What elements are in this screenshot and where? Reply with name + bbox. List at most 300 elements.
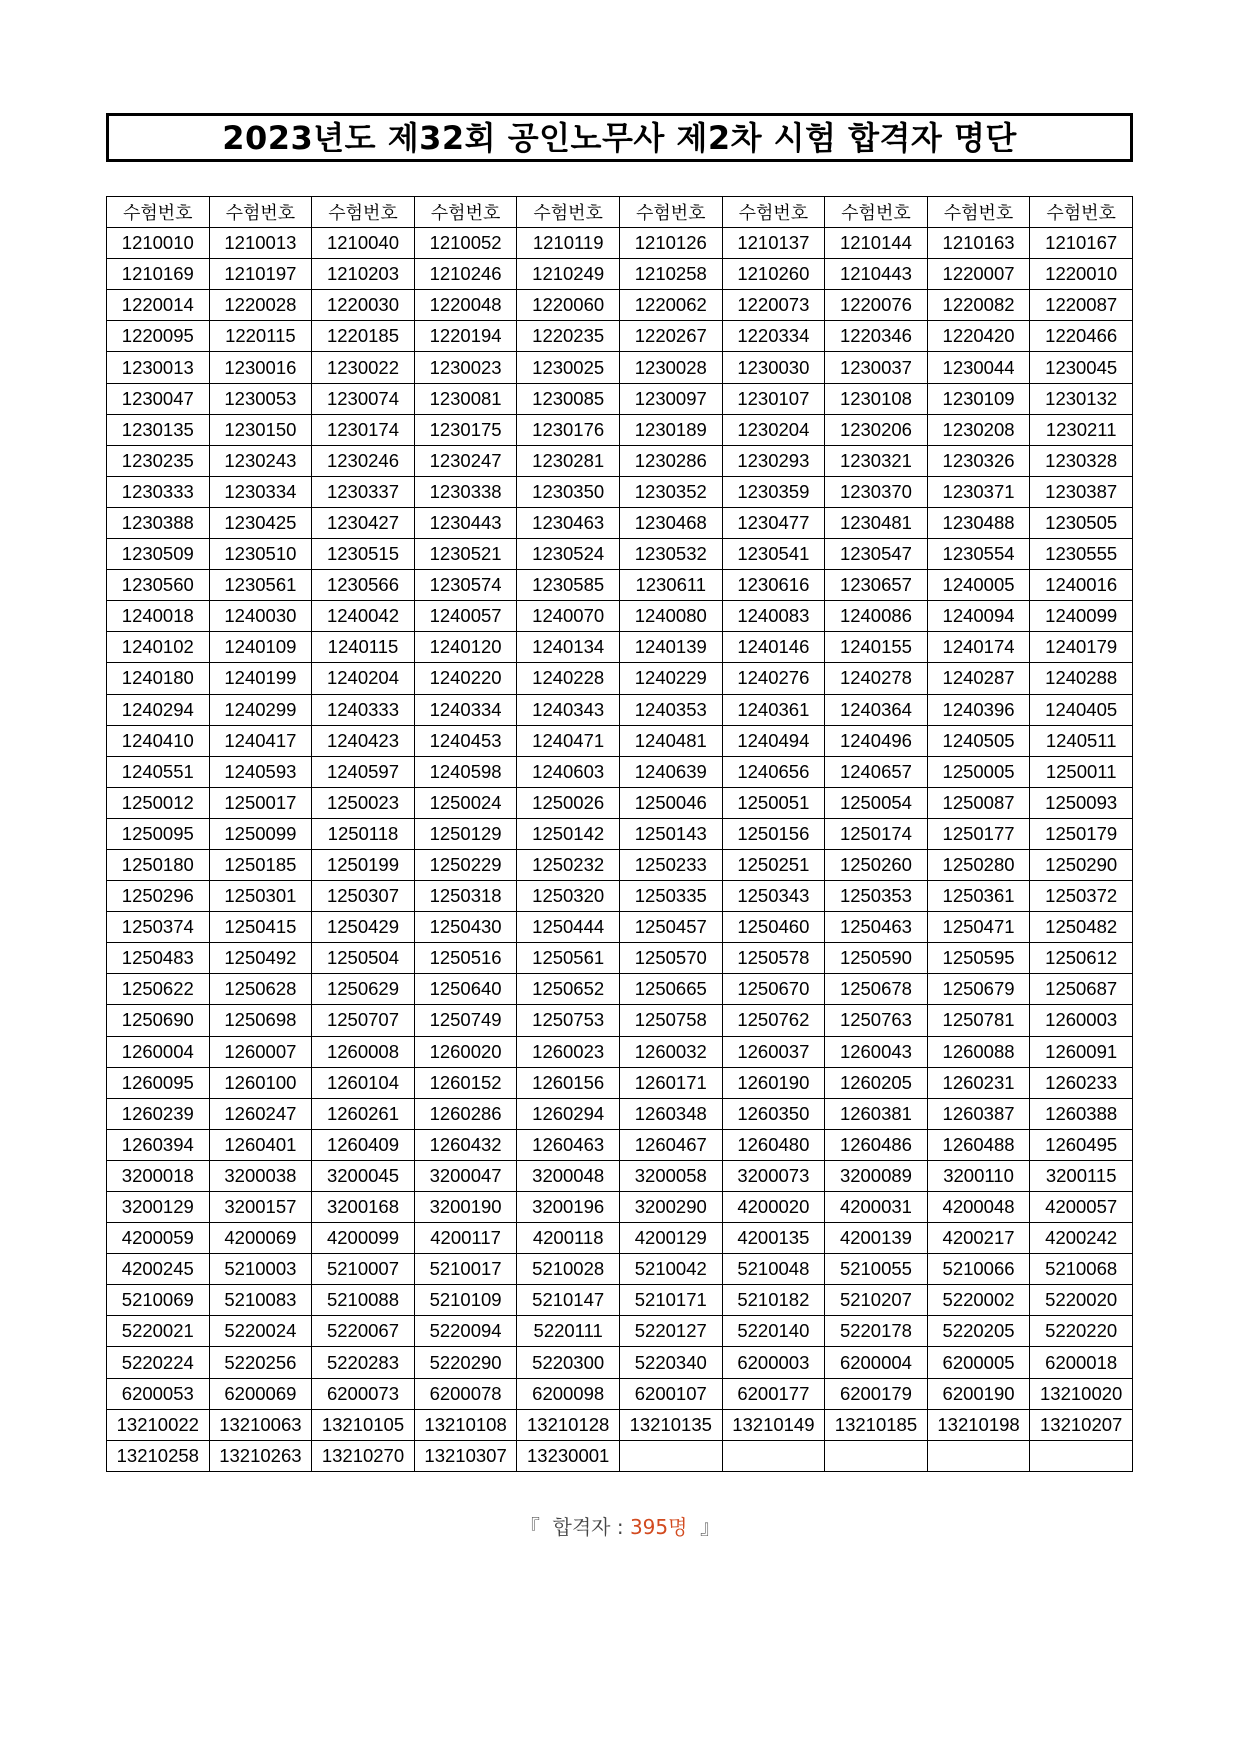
table-row xyxy=(107,1067,1133,1098)
exam-number-cell: 1230013 xyxy=(107,352,210,383)
table-row xyxy=(107,694,1133,725)
exam-number-cell: 1250781 xyxy=(927,1005,1030,1036)
exam-number-cell: 5210171 xyxy=(619,1285,722,1316)
exam-number-cell: 1230477 xyxy=(722,507,825,538)
exam-number-cell: 1240333 xyxy=(312,694,415,725)
exam-number-cell: 1220466 xyxy=(1030,321,1133,352)
exam-number-cell: 1230541 xyxy=(722,539,825,570)
exam-number-cell: 3200058 xyxy=(619,1160,722,1191)
open-bracket: 『 xyxy=(519,1515,540,1539)
exam-number-cell: 6200004 xyxy=(825,1347,928,1378)
exam-number-cell: 3200190 xyxy=(414,1192,517,1223)
exam-number-cell: 1240511 xyxy=(1030,725,1133,756)
exam-number-cell: 13210063 xyxy=(209,1409,312,1440)
exam-number-cell: 3200157 xyxy=(209,1192,312,1223)
exam-number-cell: 1240278 xyxy=(825,663,928,694)
exam-number-cell: 1250280 xyxy=(927,849,1030,880)
exam-number-cell: 3200089 xyxy=(825,1160,928,1191)
exam-number-cell: 1260350 xyxy=(722,1098,825,1129)
table-row xyxy=(107,663,1133,694)
table-row xyxy=(107,228,1133,259)
exam-number-cell: 1240299 xyxy=(209,694,312,725)
exam-number-cell: 1230468 xyxy=(619,507,722,538)
exam-number-cell: 1240417 xyxy=(209,725,312,756)
exam-number-cell: 1250177 xyxy=(927,818,1030,849)
exam-number-cell: 1250054 xyxy=(825,787,928,818)
exam-number-cell: 1240042 xyxy=(312,601,415,632)
close-bracket: 』 xyxy=(700,1515,721,1539)
exam-number-cell: 1240005 xyxy=(927,570,1030,601)
exam-number-cell: 1220115 xyxy=(209,321,312,352)
exam-number-cell: 1230350 xyxy=(517,476,620,507)
exam-number-cell: 1260294 xyxy=(517,1098,620,1129)
exam-number-cell: 1250471 xyxy=(927,912,1030,943)
exam-number-cell: 1240423 xyxy=(312,725,415,756)
exam-number-cell: 1260007 xyxy=(209,1036,312,1067)
exam-number-cell: 1250024 xyxy=(414,787,517,818)
exam-number-cell: 1240361 xyxy=(722,694,825,725)
exam-number-cell: 1240496 xyxy=(825,725,928,756)
column-header: 수험번호 xyxy=(927,197,1030,228)
exam-number-cell: 1230246 xyxy=(312,445,415,476)
exam-number-cell: 5220024 xyxy=(209,1316,312,1347)
exam-number-cell: 1250758 xyxy=(619,1005,722,1036)
exam-number-cell: 1250142 xyxy=(517,818,620,849)
table-header-row xyxy=(107,197,1133,228)
exam-number-cell: 1240204 xyxy=(312,663,415,694)
exam-number-cell: 4200031 xyxy=(825,1192,928,1223)
exam-number-cell: 5210083 xyxy=(209,1285,312,1316)
exam-number-cell: 5210028 xyxy=(517,1254,620,1285)
exam-number-cell: 1260205 xyxy=(825,1067,928,1098)
exam-number-cell: 1250457 xyxy=(619,912,722,943)
exam-number-cell: 1260043 xyxy=(825,1036,928,1067)
exam-number-cell: 1210258 xyxy=(619,259,722,290)
column-header: 수험번호 xyxy=(209,197,312,228)
exam-number-cell: 6200053 xyxy=(107,1378,210,1409)
exam-number-cell: 1230109 xyxy=(927,383,1030,414)
column-header: 수험번호 xyxy=(722,197,825,228)
exam-number-cell: 1250335 xyxy=(619,881,722,912)
exam-number-cell: 1260401 xyxy=(209,1129,312,1160)
table-row xyxy=(107,787,1133,818)
exam-number-cell: 1230135 xyxy=(107,414,210,445)
exam-number-cell: 1240494 xyxy=(722,725,825,756)
exam-number-cell: 13210198 xyxy=(927,1409,1030,1440)
table-row xyxy=(107,818,1133,849)
exam-number-cell: 1260409 xyxy=(312,1129,415,1160)
exam-number-cell: 1210203 xyxy=(312,259,415,290)
exam-number-cell: 1230176 xyxy=(517,414,620,445)
exam-number-cell: 13210149 xyxy=(722,1409,825,1440)
table-row xyxy=(107,383,1133,414)
exam-number-cell: 6200069 xyxy=(209,1378,312,1409)
exam-number-cell: 1240179 xyxy=(1030,632,1133,663)
exam-number-cell: 1250229 xyxy=(414,849,517,880)
exam-number-cell: 1250652 xyxy=(517,974,620,1005)
table-row xyxy=(107,1285,1133,1316)
table-row xyxy=(107,1036,1133,1067)
exam-number-cell: 6200177 xyxy=(722,1378,825,1409)
exam-number-cell: 5220127 xyxy=(619,1316,722,1347)
exam-number-cell: 1250118 xyxy=(312,818,415,849)
table-row xyxy=(107,881,1133,912)
exam-number-cell: 1250763 xyxy=(825,1005,928,1036)
exam-number-cell: 13210135 xyxy=(619,1409,722,1440)
exam-number-cell: 3200047 xyxy=(414,1160,517,1191)
exam-number-cell: 1250095 xyxy=(107,818,210,849)
exam-number-cell: 1220082 xyxy=(927,290,1030,321)
exam-number-cell: 1260037 xyxy=(722,1036,825,1067)
exam-number-cell: 1230175 xyxy=(414,414,517,445)
exam-number-cell: 1230561 xyxy=(209,570,312,601)
exam-number-cell: 1240276 xyxy=(722,663,825,694)
exam-number-cell: 1240505 xyxy=(927,725,1030,756)
exam-number-cell: 4200099 xyxy=(312,1223,415,1254)
column-header: 수험번호 xyxy=(825,197,928,228)
exam-number-cell: 1250698 xyxy=(209,1005,312,1036)
exam-number-cell: 5220094 xyxy=(414,1316,517,1347)
exam-number-cell: 1230037 xyxy=(825,352,928,383)
exam-number-cell: 1250343 xyxy=(722,881,825,912)
page-title: 2023년도 제32회 공인노무사 제2차 시험 합격자 명단 xyxy=(222,118,1017,157)
table-row xyxy=(107,756,1133,787)
exam-number-cell: 1240294 xyxy=(107,694,210,725)
exam-number-cell: 4200057 xyxy=(1030,1192,1133,1223)
exam-number-cell: 1260495 xyxy=(1030,1129,1133,1160)
exam-number-cell: 1250492 xyxy=(209,943,312,974)
exam-number-cell: 1260488 xyxy=(927,1129,1030,1160)
exam-number-cell: 5210042 xyxy=(619,1254,722,1285)
table-row xyxy=(107,290,1133,321)
exam-number-cell: 1220267 xyxy=(619,321,722,352)
exam-number-cell: 1240481 xyxy=(619,725,722,756)
exam-number-cell: 1260381 xyxy=(825,1098,928,1129)
exam-number-cell: 1210137 xyxy=(722,228,825,259)
exam-number-cell: 1230510 xyxy=(209,539,312,570)
exam-number-cell: 5220300 xyxy=(517,1347,620,1378)
exam-number-cell: 1230047 xyxy=(107,383,210,414)
exam-number-cell: 1230235 xyxy=(107,445,210,476)
table-row xyxy=(107,1409,1133,1440)
exam-number-cell: 3200129 xyxy=(107,1192,210,1223)
exam-number-cell: 1250296 xyxy=(107,881,210,912)
exam-number-cell: 1230085 xyxy=(517,383,620,414)
exam-number-cell: 1230574 xyxy=(414,570,517,601)
exam-number-cell: 1250429 xyxy=(312,912,415,943)
exam-number-cell: 5220111 xyxy=(517,1316,620,1347)
exam-number-cell: 1240070 xyxy=(517,601,620,632)
exam-number-cell: 1260190 xyxy=(722,1067,825,1098)
exam-number-cell: 5220178 xyxy=(825,1316,928,1347)
table-row xyxy=(107,414,1133,445)
exam-number-cell: 5210048 xyxy=(722,1254,825,1285)
table-row xyxy=(107,1098,1133,1129)
column-header: 수험번호 xyxy=(517,197,620,228)
exam-number-cell: 1250023 xyxy=(312,787,415,818)
exam-number-cell: 1250460 xyxy=(722,912,825,943)
exam-number-cell: 1240086 xyxy=(825,601,928,632)
exam-number-cell: 1210010 xyxy=(107,228,210,259)
exam-number-cell: 5220021 xyxy=(107,1316,210,1347)
exam-number-cell: 1210249 xyxy=(517,259,620,290)
exam-number-cell: 1240453 xyxy=(414,725,517,756)
exam-number-cell: 1230338 xyxy=(414,476,517,507)
exam-number-cell: 1260247 xyxy=(209,1098,312,1129)
table-row xyxy=(107,352,1133,383)
exam-number-cell xyxy=(927,1440,1030,1471)
exam-number-cell: 1230206 xyxy=(825,414,928,445)
exam-number-cell: 1260104 xyxy=(312,1067,415,1098)
exam-number-cell: 1230387 xyxy=(1030,476,1133,507)
exam-number-cell: 5210066 xyxy=(927,1254,1030,1285)
exam-number-cell: 5220256 xyxy=(209,1347,312,1378)
exam-number-cell: 1220346 xyxy=(825,321,928,352)
exam-number-cell: 1230463 xyxy=(517,507,620,538)
exam-number-cell: 13210307 xyxy=(414,1440,517,1471)
exam-number-cell: 1260008 xyxy=(312,1036,415,1067)
exam-number-cell: 5220340 xyxy=(619,1347,722,1378)
exam-number-cell xyxy=(825,1440,928,1471)
exam-number-cell: 1210013 xyxy=(209,228,312,259)
exam-number-cell: 1260100 xyxy=(209,1067,312,1098)
exam-number-cell: 1240334 xyxy=(414,694,517,725)
exam-number-cell: 1230150 xyxy=(209,414,312,445)
exam-number-cell: 1250087 xyxy=(927,787,1030,818)
exam-number-cell: 1240287 xyxy=(927,663,1030,694)
exam-number-cell: 1230293 xyxy=(722,445,825,476)
exam-number-cell: 1230108 xyxy=(825,383,928,414)
exam-number-cell: 1230616 xyxy=(722,570,825,601)
exam-number-cell: 1230370 xyxy=(825,476,928,507)
exam-number-cell: 1240656 xyxy=(722,756,825,787)
exam-number-cell: 5220283 xyxy=(312,1347,415,1378)
exam-number-cell: 1240030 xyxy=(209,601,312,632)
exam-number-cell: 3200073 xyxy=(722,1160,825,1191)
exam-number-cell: 1230611 xyxy=(619,570,722,601)
exam-number-cell: 5210068 xyxy=(1030,1254,1133,1285)
exam-number-cell: 5210007 xyxy=(312,1254,415,1285)
exam-number-cell: 1260032 xyxy=(619,1036,722,1067)
exam-number-cell: 5220140 xyxy=(722,1316,825,1347)
exam-number-cell: 13210207 xyxy=(1030,1409,1133,1440)
exam-number-cell: 6200073 xyxy=(312,1378,415,1409)
exam-number-cell: 1240139 xyxy=(619,632,722,663)
exam-number-cell: 1220334 xyxy=(722,321,825,352)
exam-number-cell: 1240597 xyxy=(312,756,415,787)
column-header: 수험번호 xyxy=(619,197,722,228)
exam-number-cell: 1250307 xyxy=(312,881,415,912)
exam-number-cell: 1230521 xyxy=(414,539,517,570)
exam-number-cell: 1250640 xyxy=(414,974,517,1005)
exam-number-cell: 1260387 xyxy=(927,1098,1030,1129)
exam-number-cell: 1250483 xyxy=(107,943,210,974)
exam-number-cell: 1230334 xyxy=(209,476,312,507)
table-row xyxy=(107,943,1133,974)
exam-number-cell: 1230016 xyxy=(209,352,312,383)
table-row xyxy=(107,912,1133,943)
exam-number-cell: 1240180 xyxy=(107,663,210,694)
exam-number-cell: 1250353 xyxy=(825,881,928,912)
exam-number-cell: 1250017 xyxy=(209,787,312,818)
exam-number-cell: 1230481 xyxy=(825,507,928,538)
exam-number-cell: 1220076 xyxy=(825,290,928,321)
exam-number-cell: 1230281 xyxy=(517,445,620,476)
exam-number-cell: 1250622 xyxy=(107,974,210,1005)
exam-number-cell: 1240155 xyxy=(825,632,928,663)
exam-number-cell: 1250093 xyxy=(1030,787,1133,818)
table-row xyxy=(107,974,1133,1005)
exam-number-cell: 1260388 xyxy=(1030,1098,1133,1129)
exam-number-cell: 1230097 xyxy=(619,383,722,414)
exam-number-cell: 6200018 xyxy=(1030,1347,1133,1378)
exam-number-cell: 1230074 xyxy=(312,383,415,414)
exam-number-cell: 1230547 xyxy=(825,539,928,570)
exam-number-cell: 1250046 xyxy=(619,787,722,818)
exam-number-cell: 1210144 xyxy=(825,228,928,259)
exam-number-cell: 1250232 xyxy=(517,849,620,880)
exam-number-cell: 1250180 xyxy=(107,849,210,880)
exam-number-cell: 1230532 xyxy=(619,539,722,570)
exam-number-cell: 1260171 xyxy=(619,1067,722,1098)
exam-number-cell: 1240199 xyxy=(209,663,312,694)
exam-number-cell: 5220002 xyxy=(927,1285,1030,1316)
exam-number-cell: 1250005 xyxy=(927,756,1030,787)
exam-number-cell: 1260020 xyxy=(414,1036,517,1067)
pass-list-table xyxy=(106,196,1133,1472)
exam-number-cell xyxy=(1030,1440,1133,1471)
exam-number-cell: 1230443 xyxy=(414,507,517,538)
table-row xyxy=(107,1005,1133,1036)
exam-number-cell: 1250011 xyxy=(1030,756,1133,787)
exam-number-cell: 6200179 xyxy=(825,1378,928,1409)
exam-number-cell: 6200098 xyxy=(517,1378,620,1409)
exam-number-cell: 4200118 xyxy=(517,1223,620,1254)
exam-number-cell: 1240603 xyxy=(517,756,620,787)
exam-number-cell: 1230044 xyxy=(927,352,1030,383)
exam-number-cell: 1210119 xyxy=(517,228,620,259)
exam-number-cell: 5220067 xyxy=(312,1316,415,1347)
exam-number-cell: 1250595 xyxy=(927,943,1030,974)
exam-number-cell: 1260231 xyxy=(927,1067,1030,1098)
exam-number-cell: 1240094 xyxy=(927,601,1030,632)
exam-number-cell: 1210163 xyxy=(927,228,1030,259)
exam-number-cell: 1250612 xyxy=(1030,943,1133,974)
exam-number-cell: 1230189 xyxy=(619,414,722,445)
exam-number-cell: 1210167 xyxy=(1030,228,1133,259)
exam-number-cell: 1260156 xyxy=(517,1067,620,1098)
exam-number-cell: 5210182 xyxy=(722,1285,825,1316)
table-row xyxy=(107,1440,1133,1471)
exam-number-cell: 5210147 xyxy=(517,1285,620,1316)
exam-number-cell: 1230107 xyxy=(722,383,825,414)
table-row xyxy=(107,259,1133,290)
exam-number-cell: 1250678 xyxy=(825,974,928,1005)
exam-number-cell: 4200217 xyxy=(927,1223,1030,1254)
exam-number-cell: 1220007 xyxy=(927,259,1030,290)
exam-number-cell: 1210040 xyxy=(312,228,415,259)
table-row xyxy=(107,1129,1133,1160)
exam-number-cell: 1230326 xyxy=(927,445,1030,476)
exam-number-cell: 1230247 xyxy=(414,445,517,476)
exam-number-cell: 1230388 xyxy=(107,507,210,538)
exam-number-cell: 1260003 xyxy=(1030,1005,1133,1036)
exam-number-cell: 1210246 xyxy=(414,259,517,290)
exam-number-cell: 1230045 xyxy=(1030,352,1133,383)
exam-number-cell: 1260480 xyxy=(722,1129,825,1160)
exam-number-cell: 1250320 xyxy=(517,881,620,912)
exam-number-cell: 5220290 xyxy=(414,1347,517,1378)
exam-number-cell: 1240364 xyxy=(825,694,928,725)
exam-number-cell: 1230488 xyxy=(927,507,1030,538)
pass-count: 395명 xyxy=(629,1515,688,1539)
exam-number-cell: 1230174 xyxy=(312,414,415,445)
exam-number-cell: 1210126 xyxy=(619,228,722,259)
exam-number-cell: 4200139 xyxy=(825,1223,928,1254)
exam-number-cell: 1240057 xyxy=(414,601,517,632)
table-row xyxy=(107,476,1133,507)
exam-number-cell: 1230359 xyxy=(722,476,825,507)
exam-number-cell: 1230657 xyxy=(825,570,928,601)
exam-number-cell: 1230053 xyxy=(209,383,312,414)
exam-number-cell: 1220014 xyxy=(107,290,210,321)
exam-number-cell: 1250430 xyxy=(414,912,517,943)
table-row xyxy=(107,632,1133,663)
exam-number-cell: 1230509 xyxy=(107,539,210,570)
exam-number-cell: 1250129 xyxy=(414,818,517,849)
exam-number-cell: 1260286 xyxy=(414,1098,517,1129)
exam-number-cell: 1260261 xyxy=(312,1098,415,1129)
exam-number-cell: 1230028 xyxy=(619,352,722,383)
column-header: 수험번호 xyxy=(414,197,517,228)
exam-number-cell: 1230371 xyxy=(927,476,1030,507)
exam-number-cell: 1240220 xyxy=(414,663,517,694)
exam-number-cell: 1250051 xyxy=(722,787,825,818)
exam-number-cell: 13210185 xyxy=(825,1409,928,1440)
exam-number-cell: 1250374 xyxy=(107,912,210,943)
exam-number-cell: 1240099 xyxy=(1030,601,1133,632)
exam-number-cell: 1240551 xyxy=(107,756,210,787)
exam-number-cell: 6200107 xyxy=(619,1378,722,1409)
exam-number-cell: 6200003 xyxy=(722,1347,825,1378)
exam-number-cell: 1220235 xyxy=(517,321,620,352)
exam-number-cell: 1240353 xyxy=(619,694,722,725)
exam-number-cell: 4200059 xyxy=(107,1223,210,1254)
exam-number-cell: 1210260 xyxy=(722,259,825,290)
exam-number-cell: 1220060 xyxy=(517,290,620,321)
exam-number-cell: 1260088 xyxy=(927,1036,1030,1067)
exam-number-cell: 1250156 xyxy=(722,818,825,849)
exam-number-cell: 4200242 xyxy=(1030,1223,1133,1254)
exam-number-cell: 1260023 xyxy=(517,1036,620,1067)
exam-number-cell: 1250482 xyxy=(1030,912,1133,943)
exam-number-cell: 1240657 xyxy=(825,756,928,787)
exam-number-cell: 1210443 xyxy=(825,259,928,290)
exam-number-cell: 1230025 xyxy=(517,352,620,383)
exam-number-cell: 1240016 xyxy=(1030,570,1133,601)
exam-number-cell: 4200069 xyxy=(209,1223,312,1254)
exam-number-cell: 1230524 xyxy=(517,539,620,570)
exam-number-cell: 13210022 xyxy=(107,1409,210,1440)
exam-number-cell: 1240083 xyxy=(722,601,825,632)
exam-number-cell: 1240471 xyxy=(517,725,620,756)
exam-number-cell: 1250026 xyxy=(517,787,620,818)
exam-number-cell: 1230022 xyxy=(312,352,415,383)
exam-number-cell: 5210088 xyxy=(312,1285,415,1316)
exam-number-cell: 1260432 xyxy=(414,1129,517,1160)
exam-number-cell: 3200168 xyxy=(312,1192,415,1223)
exam-number-cell: 1210197 xyxy=(209,259,312,290)
